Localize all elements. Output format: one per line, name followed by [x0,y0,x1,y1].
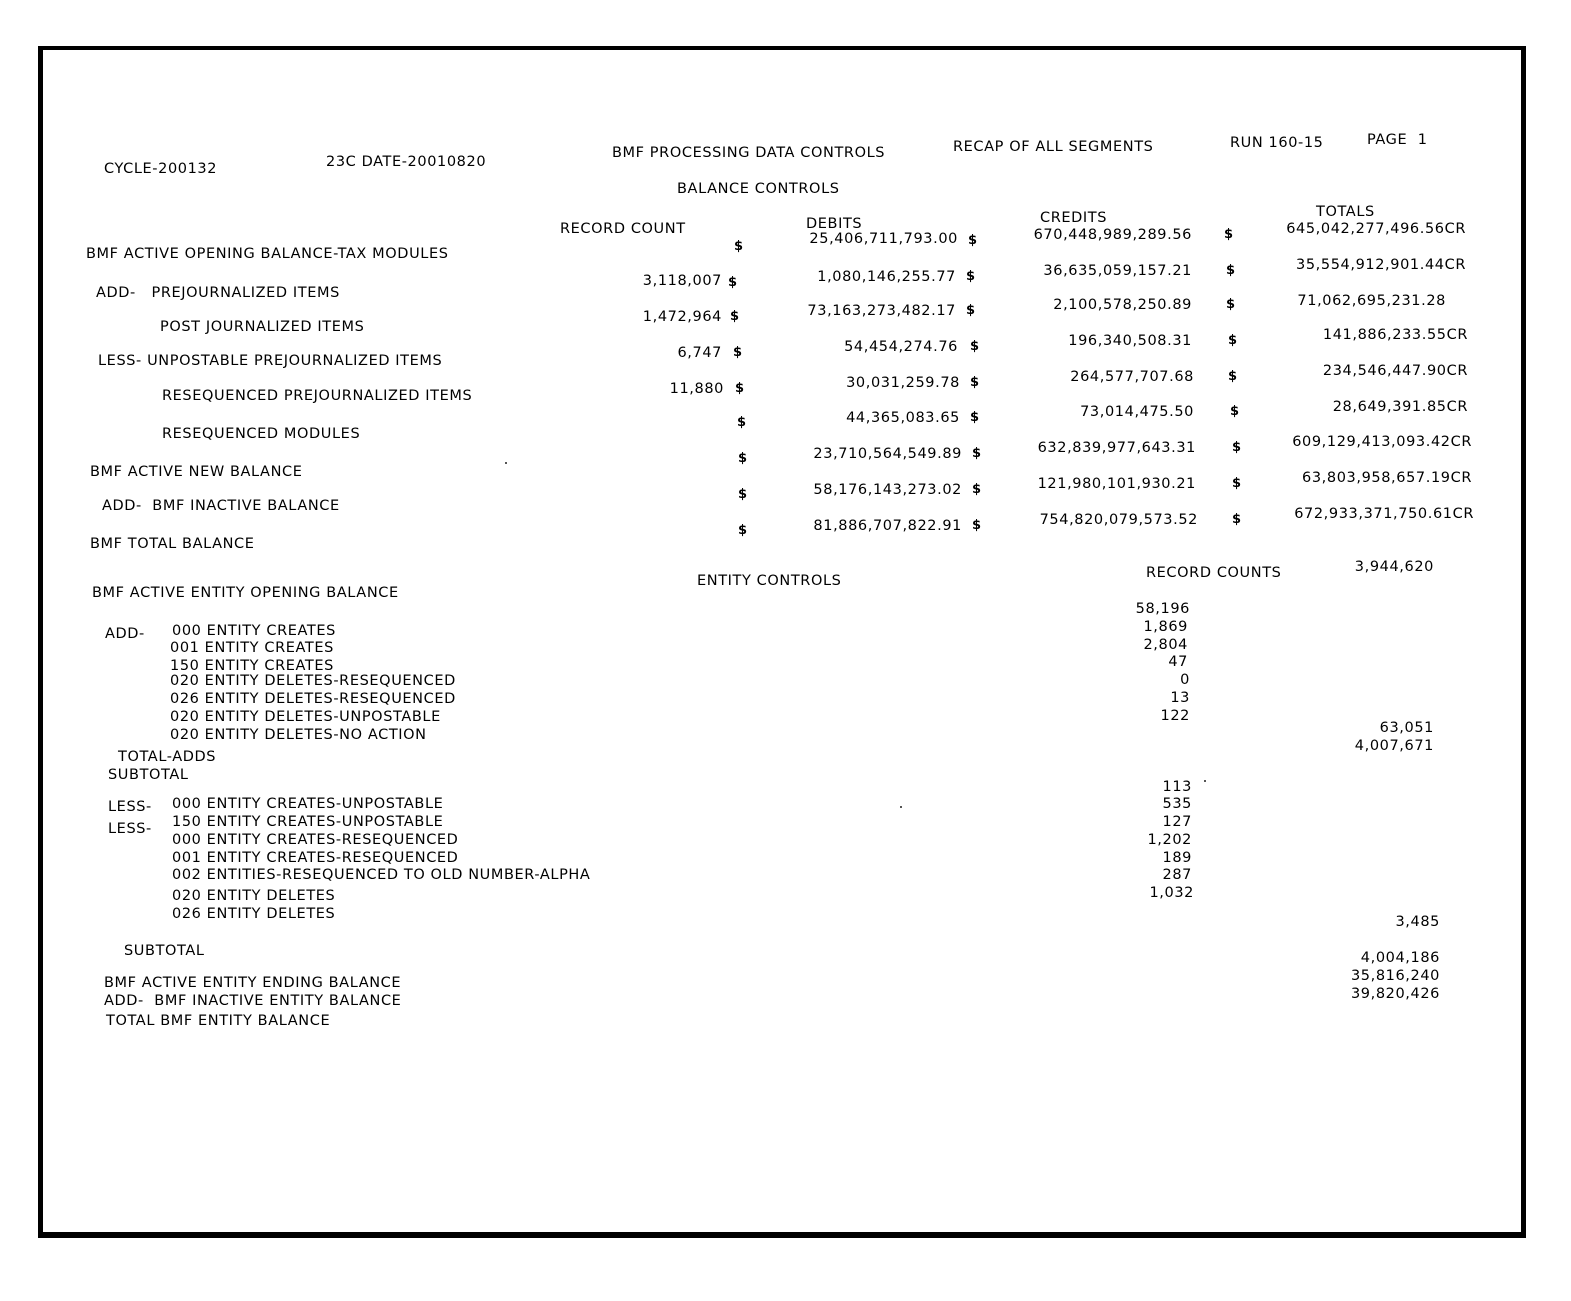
dollar-sign: $ [734,239,744,254]
entity-item-value: 127 [1162,814,1192,830]
record-count-header: RECORD COUNT [560,221,686,237]
dollar-sign: $ [1230,404,1240,419]
entity-item-label: 026 ENTITY DELETES [172,906,336,922]
inactive-entity-value: 39,820,426 [1350,986,1440,1002]
dollar-sign: $ [1232,476,1242,491]
debit-value: 58,176,143,273.02 [813,482,962,498]
subtotal-adds-value: 4,007,671 [1354,738,1434,754]
dollar-sign: $ [738,451,748,466]
dollar-sign: $ [1232,440,1242,455]
dollar-sign: $ [737,415,747,430]
dollar-sign: $ [970,375,980,390]
credit-value: 73,014,475.50 [1080,404,1194,420]
credit-value: 196,340,508.31 [1068,333,1192,349]
total-value: 645,042,277,496.56CR [1286,221,1466,237]
entity-item-label: 000 ENTITY CREATES [172,623,336,639]
record-count-value: 6,747 [677,345,722,361]
page-number: PAGE 1 [1367,132,1428,148]
dollar-sign: $ [972,446,982,461]
dollar-sign: $ [972,518,982,533]
entity-item-value: 1,869 [1143,619,1188,635]
credit-value: 670,448,989,289.56 [1033,227,1192,243]
entity-item-label: 001 ENTITY CREATES-RESEQUENCED [172,850,459,866]
balance-row-label: RESEQUENCED MODULES [162,426,361,442]
total-value: 141,886,233.55CR [1322,327,1468,343]
entity-item-value: 2,804 [1143,637,1188,653]
recap-label: RECAP OF ALL SEGMENTS [953,139,1154,155]
dollar-sign: $ [966,269,976,284]
inactive-entity-label: ADD- BMF INACTIVE ENTITY BALANCE [104,993,402,1009]
less-prefix: LESS- [108,799,152,815]
total-entity-label: TOTAL BMF ENTITY BALANCE [106,1013,331,1029]
entity-item-label: 000 ENTITY CREATES-UNPOSTABLE [172,796,444,812]
credit-value: 36,635,059,157.21 [1043,263,1192,279]
debit-value: 23,710,564,549.89 [813,446,962,462]
total-value: 71,062,695,231.28 [1297,293,1446,309]
total-value: 609,129,413,093.42CR [1292,434,1472,450]
date-label: 23C DATE-20010820 [326,154,487,170]
balance-row-label: ADD- BMF INACTIVE BALANCE [102,498,340,514]
dollar-sign: $ [733,345,743,360]
credit-value: 264,577,707.68 [1070,369,1194,385]
dollar-sign: $ [730,309,740,324]
total-adds-label: TOTAL-ADDS [118,749,217,765]
balance-row-label: LESS- UNPOSTABLE PREJOURNALIZED ITEMS [98,353,443,369]
balance-row-label: ADD- PREJOURNALIZED ITEMS [96,285,340,301]
entity-item-value: 189 [1162,850,1192,866]
dollar-sign: $ [970,339,980,354]
entity-item-value: 1,032 [1149,885,1194,901]
subtotal-less-value: 4,004,186 [1360,950,1440,966]
balance-row-label: RESEQUENCED PREJOURNALIZED ITEMS [162,388,473,404]
dollar-sign: $ [1226,263,1236,278]
add-prefix: ADD- [105,626,145,642]
dollar-sign: $ [1228,369,1238,384]
debits-header: DEBITS [806,216,863,232]
entity-item-label: 001 ENTITY CREATES [170,640,334,656]
scan-speck [900,806,902,808]
total-adds-value: 63,051 [1379,720,1434,736]
dollar-sign: $ [968,233,978,248]
subtotal-adds-label: SUBTOTAL [108,767,189,783]
entity-item-value: 535 [1162,796,1192,812]
scan-speck [1204,780,1206,782]
dollar-sign: $ [738,523,748,538]
entity-item-value: 287 [1162,867,1192,883]
balance-row-label: BMF ACTIVE OPENING BALANCE-TAX MODULES [86,246,449,262]
debit-value: 73,163,273,482.17 [807,303,956,319]
entity-item-value: 122 [1160,708,1190,724]
dollar-sign: $ [972,482,982,497]
balance-row-label: POST JOURNALIZED ITEMS [160,319,365,335]
entity-controls-title: ENTITY CONTROLS [697,573,842,589]
total-value: 63,803,958,657.19CR [1302,470,1472,486]
balance-controls-title: BALANCE CONTROLS [677,181,840,197]
balance-row-label: BMF TOTAL BALANCE [90,536,255,552]
dollar-sign: $ [735,381,745,396]
ending-balance-value: 35,816,240 [1350,968,1440,984]
entity-item-label: 020 ENTITY DELETES-NO ACTION [170,727,427,743]
debit-value: 25,406,711,793.00 [809,231,958,247]
credit-value: 121,980,101,930.21 [1037,476,1196,492]
entity-item-value: 13 [1170,690,1190,706]
credits-header: CREDITS [1040,210,1108,226]
entity-item-value: 47 [1168,654,1188,670]
dollar-sign: $ [1224,227,1234,242]
run-label: RUN 160-15 [1230,135,1324,151]
entity-item-value: 113 [1162,779,1192,795]
record-counts-header: RECORD COUNTS [1146,565,1282,581]
credit-value: 632,839,977,643.31 [1037,440,1196,456]
credit-value: 2,100,578,250.89 [1053,297,1192,313]
entity-opening-label: BMF ACTIVE ENTITY OPENING BALANCE [92,585,399,601]
opening-balance-value: 3,944,620 [1354,559,1434,575]
subtotal-less-label: SUBTOTAL [124,943,205,959]
debit-value: 1,080,146,255.77 [817,269,956,285]
entity-item-label: 026 ENTITY DELETES-RESEQUENCED [170,691,456,707]
dollar-sign: $ [728,275,738,290]
dollar-sign: $ [1226,297,1236,312]
entity-item-label: 020 ENTITY DELETES-RESEQUENCED [170,673,456,689]
dollar-sign: $ [966,303,976,318]
entity-item-label: 000 ENTITY CREATES-RESEQUENCED [172,832,459,848]
ending-balance-label: BMF ACTIVE ENTITY ENDING BALANCE [104,975,402,991]
dollar-sign: $ [1232,512,1242,527]
balance-row-label: BMF ACTIVE NEW BALANCE [90,464,303,480]
dollar-sign: $ [1228,333,1238,348]
entity-item-value: 58,196 [1135,601,1190,617]
cycle-label: CYCLE-200132 [104,161,218,177]
debit-value: 54,454,274.76 [844,339,958,355]
record-count-value: 11,880 [669,381,724,397]
entity-item-label: 020 ENTITY DELETES [172,888,336,904]
dollar-sign: $ [970,410,980,425]
credit-value: 754,820,079,573.52 [1039,512,1198,528]
entity-item-value: 0 [1180,672,1190,688]
report-title: BMF PROCESSING DATA CONTROLS [612,145,886,161]
debit-value: 81,886,707,822.91 [813,518,962,534]
dollar-sign: $ [738,487,748,502]
total-value: 672,933,371,750.61CR [1294,506,1474,522]
totals-header: TOTALS [1316,204,1375,220]
less-prefix: LESS- [108,821,152,837]
total-value: 234,546,447.90CR [1322,363,1468,379]
entity-item-value: 1,202 [1147,832,1192,848]
entity-item-label: 002 ENTITIES-RESEQUENCED TO OLD NUMBER-ALPHA [172,867,591,883]
record-count-value: 1,472,964 [642,309,722,325]
debit-value: 44,365,083.65 [846,410,960,426]
entity-item-label: 150 ENTITY CREATES [170,658,334,674]
total-value: 28,649,391.85CR [1332,399,1468,415]
total-less-value: 3,485 [1395,914,1440,930]
debit-value: 30,031,259.78 [846,375,960,391]
record-count-value: 3,118,007 [642,273,722,289]
total-value: 35,554,912,901.44CR [1296,257,1466,273]
entity-item-label: 150 ENTITY CREATES-UNPOSTABLE [172,814,444,830]
entity-item-label: 020 ENTITY DELETES-UNPOSTABLE [170,709,441,725]
scan-speck [505,462,507,464]
